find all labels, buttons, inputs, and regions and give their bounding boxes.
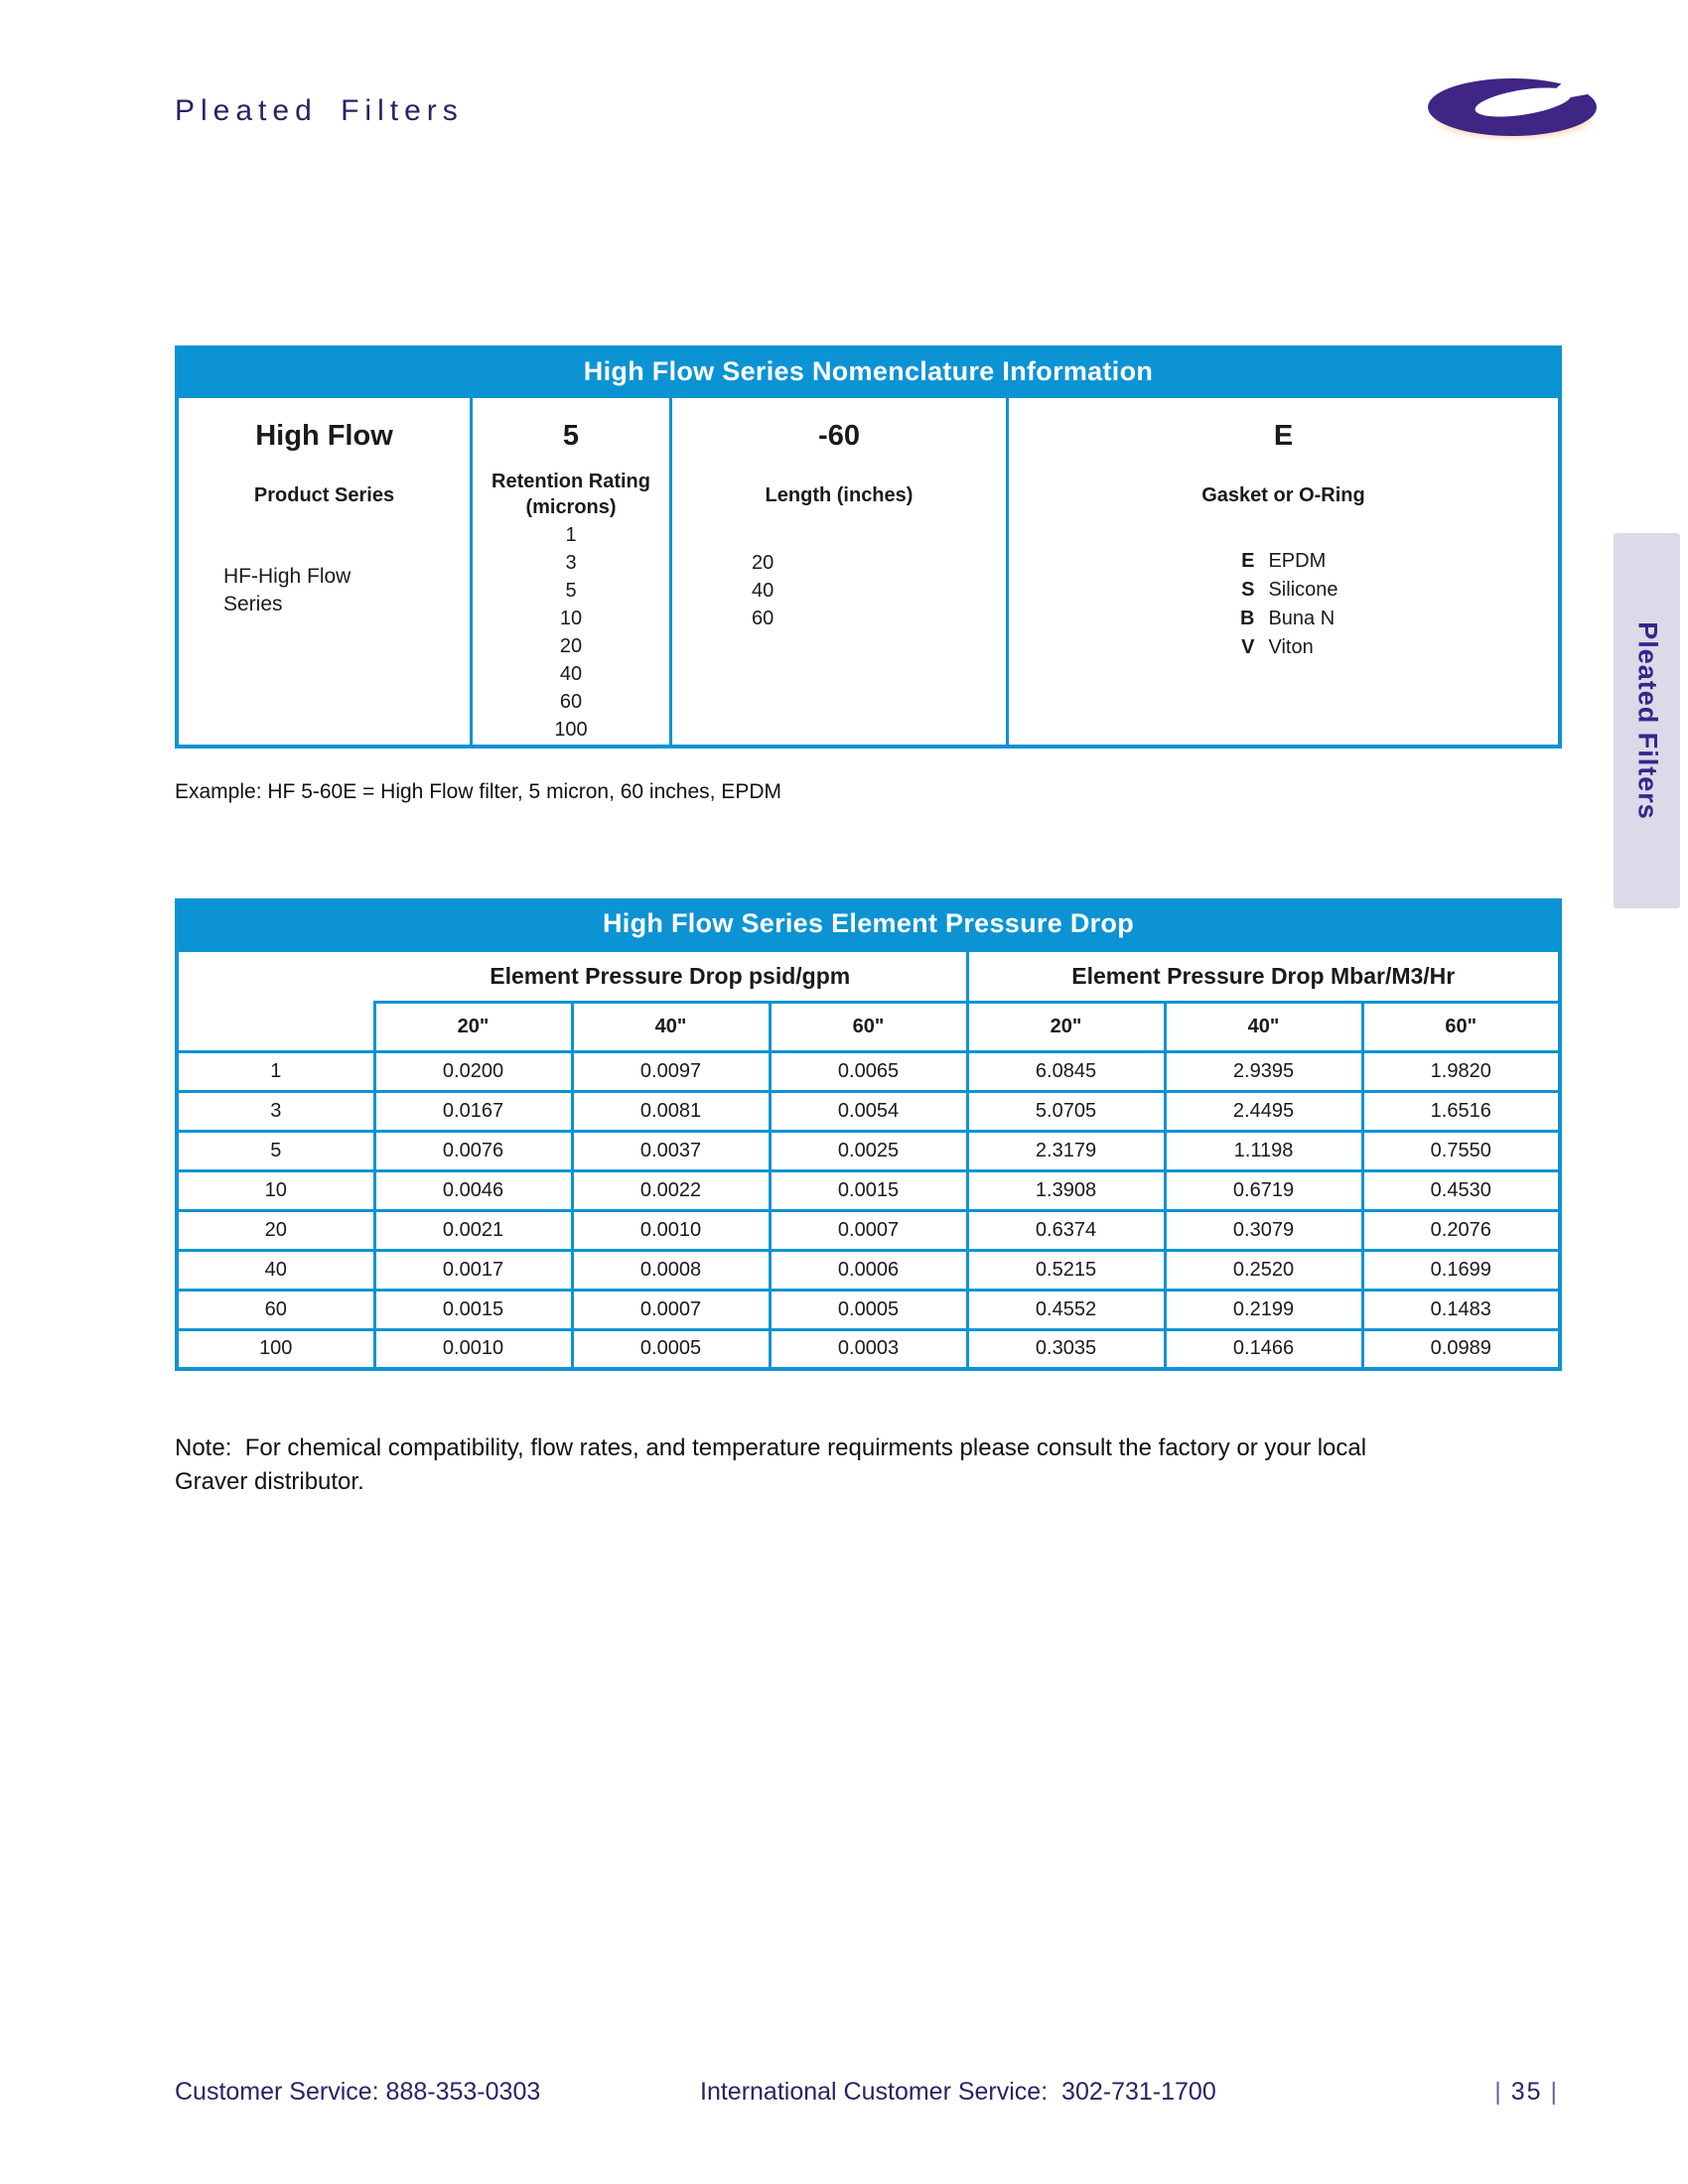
nomenclature-col-product-series xyxy=(179,398,470,745)
pressure-value-cell: 0.0200 xyxy=(374,1051,572,1091)
length-value: 40 xyxy=(752,580,774,602)
retention-value: 10 xyxy=(559,608,583,629)
gasket-option-code: S xyxy=(1241,579,1255,601)
pressure-table-row xyxy=(177,1329,1560,1369)
retention-code: 5 xyxy=(562,420,580,452)
page-number xyxy=(1486,2078,1567,2107)
pressure-value-cell: 0.1483 xyxy=(1362,1290,1560,1329)
pressure-value-cell: 0.0022 xyxy=(572,1170,770,1210)
pressure-value-cell: 0.0010 xyxy=(374,1329,572,1369)
customer-service-text: Customer Service: 888-353-0303 xyxy=(175,2078,541,2106)
pressure-value-cell: 0.0007 xyxy=(770,1210,967,1250)
length-label: Length (inches) xyxy=(765,484,914,506)
pressure-value-cell: 0.0005 xyxy=(770,1290,967,1329)
pressure-corner-cell-2 xyxy=(177,1002,374,1051)
pressure-value-cell: 0.0006 xyxy=(770,1250,967,1290)
pressure-value-cell: 6.0845 xyxy=(967,1051,1165,1091)
product-series-label: Product Series xyxy=(253,484,395,506)
gasket-label: Gasket or O-Ring xyxy=(1201,484,1365,506)
page-number-bar-right: | xyxy=(1550,2078,1559,2106)
pressure-value-cell: 0.0037 xyxy=(572,1131,770,1170)
gasket-options xyxy=(1009,547,1558,662)
length-header-cell: 60" xyxy=(770,1002,967,1051)
gasket-option xyxy=(1228,576,1337,605)
length-header-cell: 40" xyxy=(1165,1002,1362,1051)
logo-swoosh-shape xyxy=(1427,77,1598,141)
pressure-table-body xyxy=(177,1051,1560,1369)
pressure-value-cell: 0.0081 xyxy=(572,1091,770,1131)
pressure-value-cell: 0.0015 xyxy=(374,1290,572,1329)
retention-value: 1 xyxy=(565,524,577,546)
footnote xyxy=(175,1432,1575,1499)
micron-rating-cell: 5 xyxy=(177,1131,374,1170)
retention-label-line2: (microns) xyxy=(525,496,617,518)
side-tab-pleated-filters xyxy=(1614,533,1680,908)
pressure-table-row xyxy=(177,1091,1560,1131)
pressure-corner-cell xyxy=(177,950,374,1002)
pressure-value-cell: 0.7550 xyxy=(1362,1131,1560,1170)
pressure-value-cell: 0.4552 xyxy=(967,1290,1165,1329)
gasket-option xyxy=(1228,633,1337,662)
pressure-table-row xyxy=(177,1210,1560,1250)
length-header-cell: 40" xyxy=(572,1002,770,1051)
pressure-length-header-row xyxy=(177,1002,1560,1051)
pressure-table-row xyxy=(177,1170,1560,1210)
pressure-value-cell: 0.0021 xyxy=(374,1210,572,1250)
gasket-option-code: V xyxy=(1241,636,1255,658)
micron-rating-cell: 60 xyxy=(177,1290,374,1329)
pressure-value-cell: 0.0007 xyxy=(572,1290,770,1329)
nomenclature-table xyxy=(175,345,1562,749)
product-series-item: Series xyxy=(223,593,283,615)
pressure-value-cell: 0.0008 xyxy=(572,1250,770,1290)
pressure-value-cell: 2.4495 xyxy=(1165,1091,1362,1131)
retention-value: 40 xyxy=(559,663,583,685)
pressure-table-row xyxy=(177,1051,1560,1091)
pressure-table-grid xyxy=(175,948,1562,1371)
pressure-value-cell: 0.0015 xyxy=(770,1170,967,1210)
pressure-table-row xyxy=(177,1131,1560,1170)
nomenclature-table-title: High Flow Series Nomenclature Information xyxy=(175,345,1562,398)
page-title: Pleated Filters xyxy=(175,94,464,127)
gasket-options-list xyxy=(1228,547,1337,662)
pressure-table-row xyxy=(177,1250,1560,1290)
pressure-value-cell: 0.0003 xyxy=(770,1329,967,1369)
pressure-value-cell: 1.1198 xyxy=(1165,1131,1362,1170)
page-number-bar-left: | xyxy=(1494,2078,1503,2106)
pressure-value-cell: 0.0989 xyxy=(1362,1329,1560,1369)
pressure-value-cell: 0.0167 xyxy=(374,1091,572,1131)
gasket-option-name: EPDM xyxy=(1268,550,1327,572)
pressure-value-cell: 0.6374 xyxy=(967,1210,1165,1250)
pressure-group-header-row xyxy=(177,950,1560,1002)
retention-label xyxy=(473,469,669,520)
pressure-value-cell: 0.0065 xyxy=(770,1051,967,1091)
length-value: 20 xyxy=(752,552,774,574)
pressure-value-cell: 0.2520 xyxy=(1165,1250,1362,1290)
pressure-value-cell: 0.1699 xyxy=(1362,1250,1560,1290)
length-header-cell: 20" xyxy=(967,1002,1165,1051)
micron-rating-cell: 40 xyxy=(177,1250,374,1290)
pressure-value-cell: 5.0705 xyxy=(967,1091,1165,1131)
pressure-value-cell: 0.5215 xyxy=(967,1250,1165,1290)
pressure-table-title: High Flow Series Element Pressure Drop xyxy=(175,898,1562,948)
retention-values xyxy=(473,521,669,744)
gasket-option xyxy=(1228,547,1337,576)
length-code: -60 xyxy=(818,420,860,452)
length-value: 60 xyxy=(752,608,774,629)
page-number-value: 35 xyxy=(1510,2078,1543,2106)
length-header-cell: 60" xyxy=(1362,1002,1560,1051)
nomenclature-col-retention xyxy=(470,398,669,745)
gasket-option-code: B xyxy=(1240,608,1255,629)
pressure-value-cell: 0.0076 xyxy=(374,1131,572,1170)
side-tab-label: Pleated Filters xyxy=(1632,621,1662,820)
international-customer-service-text: International Customer Service: 302-731-1700 xyxy=(700,2078,1216,2106)
nomenclature-col-length xyxy=(669,398,1006,745)
pressure-value-cell: 0.4530 xyxy=(1362,1170,1560,1210)
pressure-value-cell: 0.2076 xyxy=(1362,1210,1560,1250)
nomenclature-example: Example: HF 5-60E = High Flow filter, 5 micron, 60 inches, EPDM xyxy=(175,780,781,803)
gasket-option xyxy=(1228,605,1337,633)
pressure-value-cell: 0.0097 xyxy=(572,1051,770,1091)
micron-rating-cell: 20 xyxy=(177,1210,374,1250)
pressure-value-cell: 0.6719 xyxy=(1165,1170,1362,1210)
product-series-items xyxy=(223,563,351,618)
pressure-table-row xyxy=(177,1290,1560,1329)
pressure-value-cell: 2.9395 xyxy=(1165,1051,1362,1091)
gasket-option-name: Silicone xyxy=(1268,579,1338,601)
micron-rating-cell: 1 xyxy=(177,1051,374,1091)
pressure-value-cell: 0.3035 xyxy=(967,1329,1165,1369)
gasket-option-name: Buna N xyxy=(1268,608,1336,629)
group-header-psid: Element Pressure Drop psid/gpm xyxy=(374,950,967,1002)
pressure-value-cell: 1.9820 xyxy=(1362,1051,1560,1091)
page-footer xyxy=(0,2078,1688,2112)
pressure-value-cell: 0.3079 xyxy=(1165,1210,1362,1250)
pressure-value-cell: 0.0010 xyxy=(572,1210,770,1250)
micron-rating-cell: 100 xyxy=(177,1329,374,1369)
footnote-line2: Graver distributor. xyxy=(175,1468,364,1495)
pressure-value-cell: 0.0054 xyxy=(770,1091,967,1131)
gasket-option-code: E xyxy=(1241,550,1255,572)
pressure-value-cell: 0.2199 xyxy=(1165,1290,1362,1329)
length-header-cell: 20" xyxy=(374,1002,572,1051)
product-series-item: HF-High Flow xyxy=(223,565,352,588)
graver-swoosh-logo-icon xyxy=(1427,77,1598,141)
pressure-value-cell: 1.3908 xyxy=(967,1170,1165,1210)
pressure-value-cell: 0.1466 xyxy=(1165,1329,1362,1369)
group-header-mbar: Element Pressure Drop Mbar/M3/Hr xyxy=(967,950,1560,1002)
pressure-drop-table xyxy=(175,898,1562,1371)
retention-label-line1: Retention Rating xyxy=(492,471,650,492)
pressure-value-cell: 0.0025 xyxy=(770,1131,967,1170)
gasket-code-example: E xyxy=(1273,420,1294,452)
retention-value: 5 xyxy=(565,580,577,602)
micron-rating-cell: 10 xyxy=(177,1170,374,1210)
pressure-value-cell: 1.6516 xyxy=(1362,1091,1560,1131)
retention-value: 100 xyxy=(554,719,588,741)
nomenclature-col-gasket xyxy=(1006,398,1558,745)
pressure-value-cell: 0.0005 xyxy=(572,1329,770,1369)
pressure-value-cell: 2.3179 xyxy=(967,1131,1165,1170)
footnote-line1: Note: For chemical compatibility, flow rates, and temperature requirments please consult the factory or your local xyxy=(175,1434,1367,1461)
product-series-code: High Flow xyxy=(255,420,393,452)
retention-value: 60 xyxy=(559,691,583,713)
nomenclature-table-body xyxy=(175,398,1562,749)
gasket-option-name: Viton xyxy=(1268,636,1314,658)
length-values xyxy=(752,549,774,632)
pressure-value-cell: 0.0017 xyxy=(374,1250,572,1290)
retention-value: 3 xyxy=(565,552,577,574)
micron-rating-cell: 3 xyxy=(177,1091,374,1131)
pressure-value-cell: 0.0046 xyxy=(374,1170,572,1210)
retention-value: 20 xyxy=(559,635,583,657)
